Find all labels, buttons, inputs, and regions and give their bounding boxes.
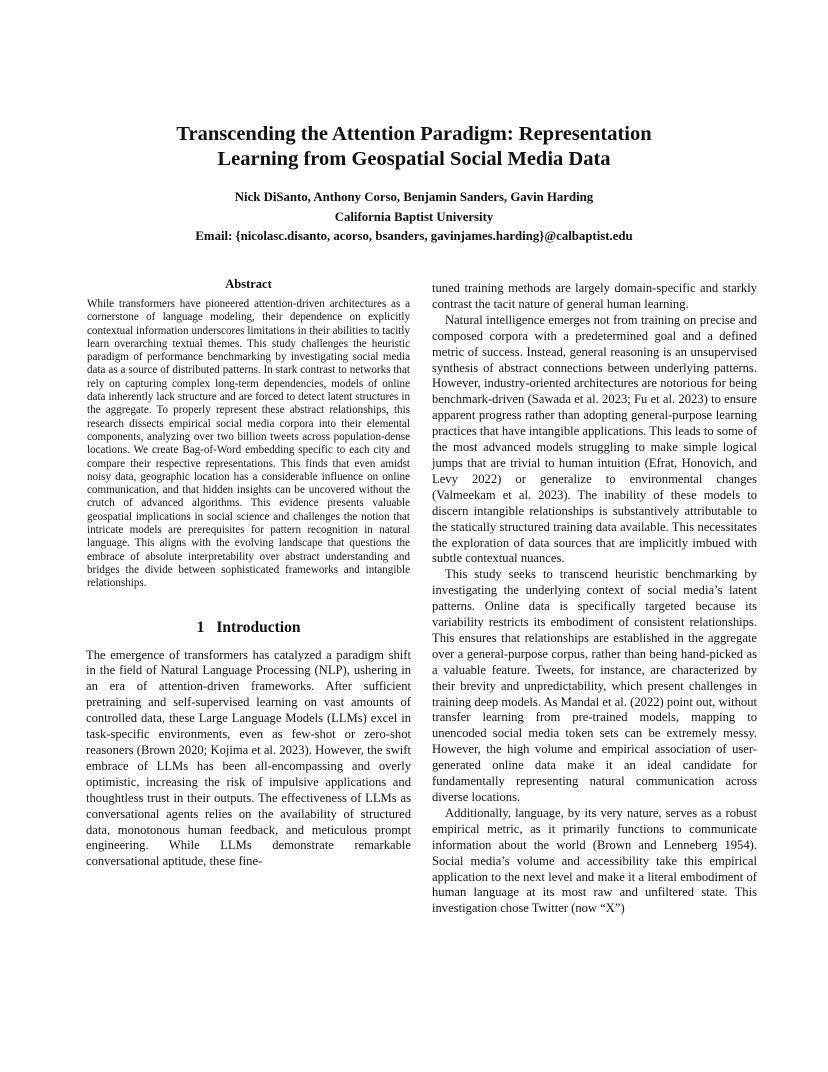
title-line-2: Learning from Geospatial Social Media Data [217,148,611,170]
title-line-1: Transcending the Attention Paradigm: Representation [176,123,652,145]
abstract-heading: Abstract [225,277,272,291]
author-names: Nick DiSanto, Anthony Corso, Benjamin Sanders, Gavin Harding [234,190,594,204]
right-column [432,281,757,917]
section-number: 1 [196,618,205,636]
paper-title [100,122,728,172]
author-emails: Email: {nicolasc.disanto, acorso, bsanders, gavinjames.harding}@calbaptist.edu [195,229,633,243]
abstract-text: While transformers have pioneered attention-driven architectures as a cornerstone of language modeling, their dependence on explicitly contextual information underscores limitations in their abilities to tacitly learn overarching textual themes. This study challenges the heuristic paradigm of performance benchmarking by investigating social media data as a source of distributed patterns. In stark contrast to networks that rely on capturing complex long-term dependencies, models of online data inherently lack structure and are forced to detect latent structures in the aggregate. To properly represent these abstract relationships, this research dissects empirical social media corpora into their elemental components, analyzing over two billion tweets across population-dense locations. We create Bag-of-Word embedding specific to each city and compare their respective representations. This finds that even amidst noisy data, geographic location has a considerable influence on online communication, and that hidden insights can be uncovered without the crutch of advanced algorithms. This evidence presents valuable geospatial implications in social science and challenges the notion that intricate models are prerequisites for pattern recognition in natural language. This aligns with the evolving landscape that questions the embrace of absolute interpretability over abstract understanding and bridges the divide between sophisticated frameworks and intangible relationships. [87,298,410,590]
section-title: Introduction [216,618,301,636]
body-paragraph: tuned training methods are largely domain-specific and starkly contrast the tacit nature of general human learning. [432,281,757,311]
body-paragraph: This study seeks to transcend heuristic benchmarking by investigating the underlying context of social media’s latent patterns. Online data is specifically targeted because its variability restricts its embodiment of consistent relationships. This ensures that relationships are established in the aggregate over a general-purpose corpus, rather than being hand-picked as a valuable feature. Tweets, for instance, are characterized by their brevity and unpredictability, which present challenges in training deep models. As Mandal et al. (2022) point out, without transfer learning from pre-trained models, mapping to unencoded social media token sets can be extremely messy. However, the high volume and empirical association of user-generated online data make it an ideal candidate for fundamentally representing natural communication across diverse locations. [432,567,757,804]
left-column [86,276,411,870]
body-paragraph: Additionally, language, by its very nature, serves as a robust empirical metric, as it primarily functions to communicate information about the world (Brown and Lenneberg 1954). Social media’s volume and accessibility take this empirical application to the next level and make it a literal embodiment of human language at its most raw and unfiltered state. This investigation chose Twitter (now “X”) [432,805,757,916]
left-body [86,648,411,871]
right-body [432,281,757,917]
section-heading [86,618,411,638]
body-paragraph: The emergence of transformers has catalyzed a paradigm shift in the field of Natural Language Processing (NLP), ushering in an era of attention-driven frameworks. After sufficient pretraining and self-supervised learning on vast amounts of controlled data, these Large Language Models (LLMs) excel in task-specific environments, even as few-shot or zero-shot reasoners (Brown 2020; Kojima et al. 2023). However, the swift embrace of LLMs has been all-encompassing and overly optimistic, increasing the risk of impulsive applications and thoughtless trust in their outputs. The effectiveness of LLMs as conversational agents relies on the availability of structured data, monotonous human feedback, and meticulous prompt engineering. While LLMs demonstrate remarkable conversational aptitude, these fine- [86,647,411,869]
affiliation: California Baptist University [334,209,494,224]
body-paragraph: Natural intelligence emerges not from training on precise and composed corpora with a predetermined goal and a defined metric of success. Instead, general reasoning is an unsupervised synthesis of abstract connections between underlying patterns. However, industry-oriented architectures are notorious for being benchmark-driven (Sawada et al. 2023; Fu et al. 2023) to ensure apparent progress rather than adopting general-purpose learning practices that have intangible applications. This leads to some of the most advanced models struggling to make simple logical jumps that are trivial to human intuition (Efrat, Honovich, and Levy 2022) or generalize to environmental changes (Valmeekam et al. 2023). The inability of these models to discern intangible relationships is substantively attributable to the statically structured training data available. This necessitates the exploration of data sources that are implicitly imbued with subtle contextual nuances. [432,312,758,566]
author-block [60,188,768,247]
